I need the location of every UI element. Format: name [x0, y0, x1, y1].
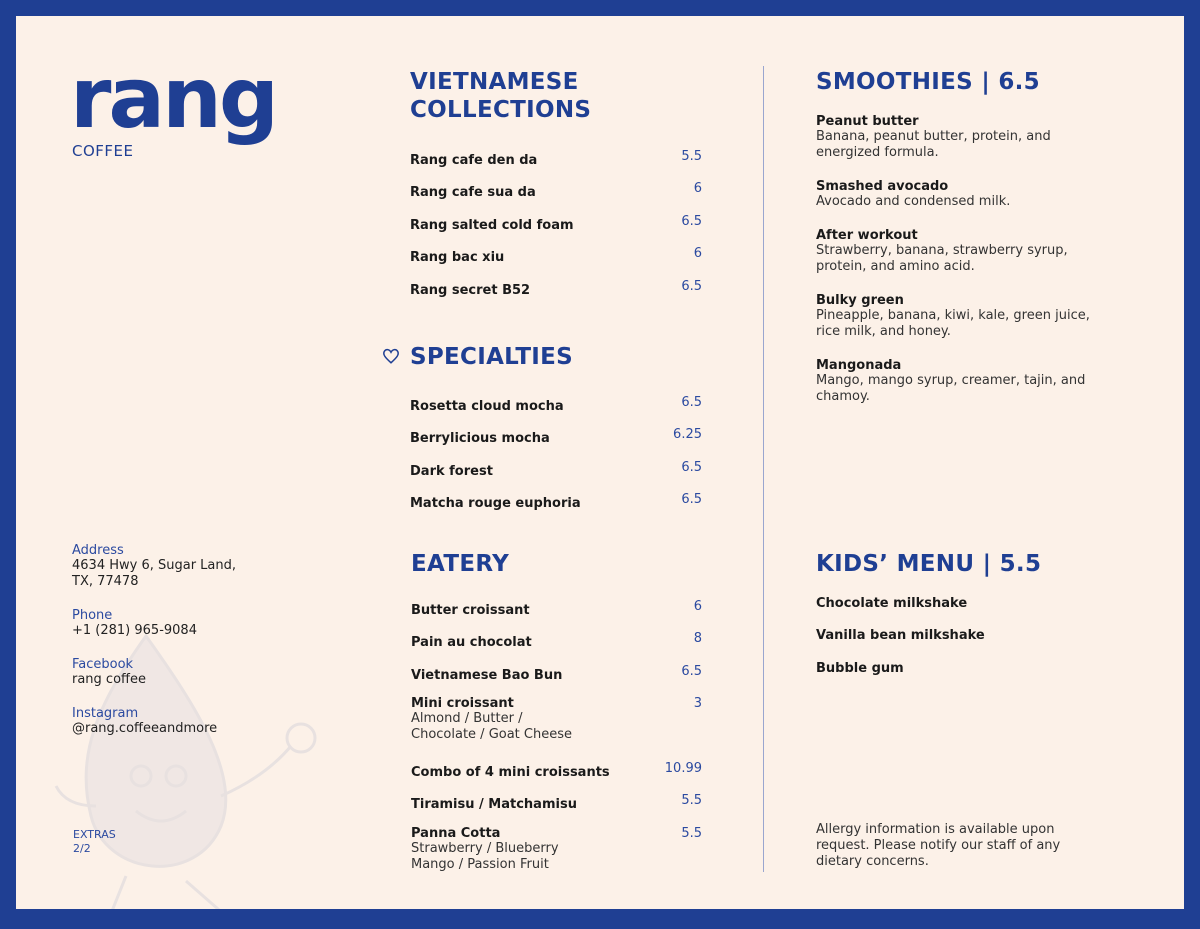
contact-facebook	[72, 657, 146, 688]
contact-address	[72, 543, 236, 590]
menu-item	[411, 599, 711, 618]
menu-item	[816, 661, 1136, 676]
contact-value[interactable]: +1 (281) 965-9084	[72, 623, 197, 638]
item-name: Matcha rouge euphoria	[410, 496, 581, 511]
page-number: 2/2	[73, 842, 91, 855]
section-title-smoothies: SMOOTHIES | 6.5	[816, 69, 1040, 95]
allergy-note-line: Allergy information is available upon	[816, 822, 1055, 837]
item-name: Peanut butter	[816, 114, 919, 129]
contact-instagram	[72, 706, 217, 737]
menu-item	[410, 279, 710, 298]
item-name: Rang cafe sua da	[410, 185, 536, 200]
item-price: 6.5	[681, 664, 702, 679]
allergy-note	[816, 822, 1126, 870]
item-name: Pain au chocolat	[411, 635, 532, 650]
item-price: 6	[693, 246, 702, 261]
item-price: 5.5	[681, 149, 702, 164]
item-description: energized formula.	[816, 145, 939, 160]
menu-page	[16, 16, 1184, 909]
item-description: protein, and amino acid.	[816, 259, 975, 274]
menu-item	[410, 214, 710, 233]
menu-item	[816, 358, 1136, 405]
menu-item	[410, 460, 710, 479]
item-name: Vanilla bean milkshake	[816, 628, 985, 643]
section-title-line: VIETNAMESE	[410, 69, 579, 95]
item-name: Vietnamese Bao Bun	[411, 668, 563, 683]
item-name: Combo of 4 mini croissants	[411, 765, 610, 780]
menu-item	[410, 427, 710, 446]
heart-icon	[382, 347, 400, 365]
item-description: rice milk, and honey.	[816, 324, 951, 339]
item-description: Mango / Passion Fruit	[411, 857, 549, 872]
item-description: Banana, peanut butter, protein, and	[816, 129, 1051, 144]
item-price: 6	[693, 599, 702, 614]
item-price: 6.5	[681, 279, 702, 294]
item-price: 6.5	[681, 460, 702, 475]
item-name: Rang cafe den da	[410, 153, 538, 168]
menu-item	[411, 664, 711, 683]
menu-item	[816, 293, 1136, 340]
item-price: 6.25	[673, 427, 702, 442]
item-name: Rang secret B52	[410, 283, 531, 298]
menu-item	[816, 179, 1136, 210]
contact-label: Phone	[72, 608, 113, 623]
menu-item	[410, 492, 710, 511]
item-name: Bubble gum	[816, 661, 904, 676]
item-description: chamoy.	[816, 389, 870, 404]
section-title-specialties: SPECIALTIES	[410, 344, 574, 370]
contact-value[interactable]: rang coffee	[72, 672, 146, 687]
item-price: 6.5	[681, 395, 702, 410]
contact-value[interactable]: @rang.coffeeandmore	[72, 721, 218, 736]
menu-item	[411, 696, 711, 743]
section-title-eatery: EATERY	[411, 551, 510, 577]
item-name: Mini croissant	[411, 696, 514, 711]
item-price: 10.99	[664, 761, 702, 776]
item-description: Strawberry, banana, strawberry syrup,	[816, 243, 1068, 258]
brand-logo: rang	[70, 49, 277, 147]
item-price: 5.5	[681, 793, 702, 808]
item-price: 6.5	[681, 492, 702, 507]
menu-item	[410, 395, 710, 414]
item-name: Chocolate milkshake	[816, 596, 968, 611]
menu-item	[411, 631, 711, 650]
section-title-vietnamese	[410, 68, 591, 124]
item-price: 8	[693, 631, 702, 646]
item-description: Mango, mango syrup, creamer, tajin, and	[816, 373, 1086, 388]
brand-subtitle: COFFEE	[72, 142, 134, 160]
contact-phone	[72, 608, 197, 639]
item-name: Berrylicious mocha	[410, 431, 550, 446]
menu-item	[411, 826, 711, 873]
item-name: Tiramisu / Matchamisu	[411, 797, 577, 812]
contact-label: Address	[72, 543, 124, 558]
menu-item	[816, 114, 1136, 161]
contact-value: 4634 Hwy 6, Sugar Land,	[72, 558, 237, 573]
contact-label: Instagram	[72, 706, 139, 721]
section-title-kids: KIDS’ MENU | 5.5	[816, 551, 1042, 577]
item-name: Bulky green	[816, 293, 904, 308]
contact-label: Facebook	[72, 657, 134, 672]
allergy-note-line: dietary concerns.	[816, 854, 929, 869]
menu-item	[410, 149, 710, 168]
menu-item	[411, 761, 711, 780]
contact-value: TX, 77478	[72, 574, 139, 589]
item-description: Strawberry / Blueberry	[411, 841, 559, 856]
item-name: Butter croissant	[411, 603, 530, 618]
menu-item	[816, 596, 1136, 611]
item-price: 6	[693, 181, 702, 196]
page-footer	[73, 828, 116, 856]
item-name: Mangonada	[816, 358, 902, 373]
section-title-line: COLLECTIONS	[410, 97, 592, 123]
item-name: Rosetta cloud mocha	[410, 399, 564, 414]
item-price: 5.5	[681, 826, 702, 841]
item-name: Dark forest	[410, 464, 493, 479]
item-name: Panna Cotta	[411, 826, 501, 841]
item-description: Pineapple, banana, kiwi, kale, green juice,	[816, 308, 1090, 323]
menu-item	[410, 181, 710, 200]
item-price: 3	[693, 696, 702, 711]
menu-item	[816, 228, 1136, 275]
item-description: Almond / Butter /	[411, 711, 523, 726]
item-description: Chocolate / Goat Cheese	[411, 727, 572, 742]
allergy-note-line: request. Please notify our staff of any	[816, 838, 1061, 853]
column-divider	[763, 66, 764, 872]
item-name: Rang salted cold foam	[410, 218, 574, 233]
item-name: Smashed avocado	[816, 179, 949, 194]
item-name: Rang bac xiu	[410, 250, 505, 265]
menu-item	[410, 246, 710, 265]
item-name: After workout	[816, 228, 918, 243]
item-description: Avocado and condensed milk.	[816, 194, 1011, 209]
menu-item	[816, 628, 1136, 643]
item-price: 6.5	[681, 214, 702, 229]
menu-item	[411, 793, 711, 812]
extras-label: EXTRAS	[73, 828, 116, 841]
